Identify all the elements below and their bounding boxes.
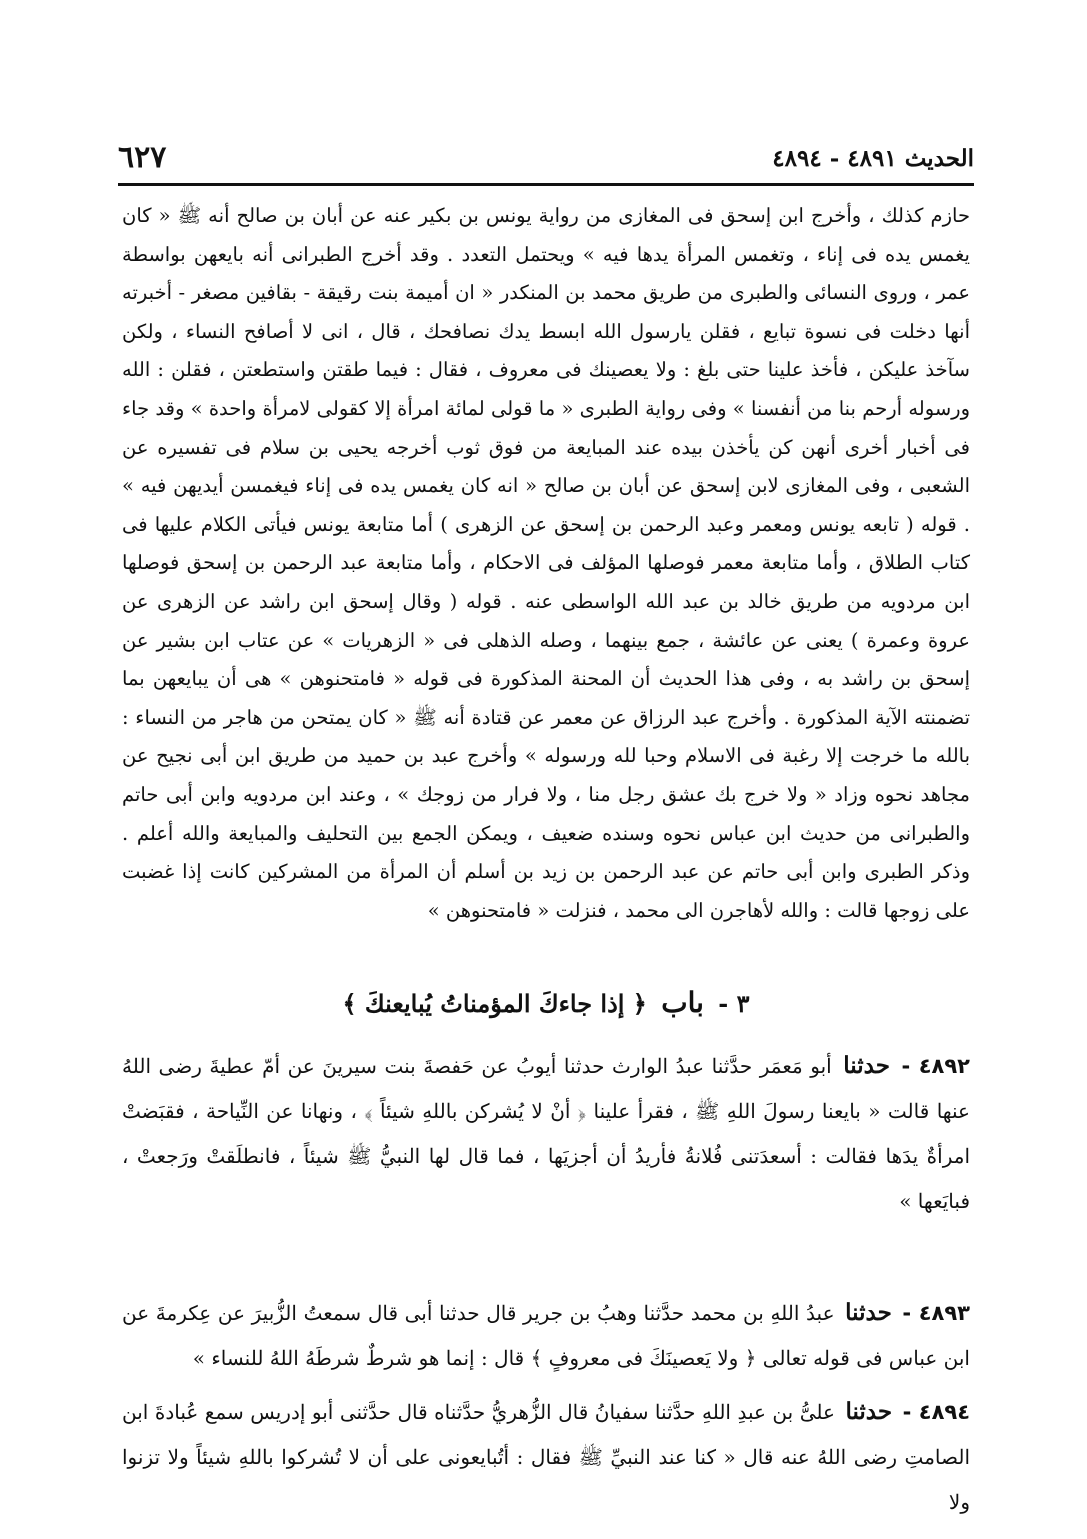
hadith-entry [122,1290,970,1381]
page-header [118,138,974,182]
hadith-text: أبو مَعمَر حدَّثنا عبدُ الوارث حدثنا أيوبُ عن حَفصةَ بنت سيرينَ عن أمّ عطيةَ رضى اللهُ عنها قالت « بايعنا رسولَ اللهِ ﷺ ، فقرأ علينا ﴿ أنْ لا يُشركن باللهِ شيئاً ﴾ ، ونهانا عن النِّياحة ، فقبَضتْ امرأةٌ يدَها فقالت : أسعدَتنى فُلانةُ فأريدُ أن أجزيَها ، فما قال لها النبيُّ ﷺ شيئاً ، فانطلَقتْ ورَجعتْ ، فبايَعها » [122,1054,970,1213]
commentary-block [122,197,970,930]
hadith-text: عبدُ اللهِ بن محمد حدَّثنا وهبُ بن جرير قال حدثنا أبى قال سمعتُ الزُّبيرَ عن عِكرمةَ عن ابن عباس فى قوله تعالى ﴿ ولا يَعصينَكَ فى معروفٍ ﴾ قال : إنما هو شرطٌ شرطَهُ اللهُ للنساء » [122,1301,970,1370]
hadith-number: ٤٨٩٢ - [901,1054,971,1078]
hadith-keyword: حدثنا [845,1299,892,1326]
hadith-entry [122,1043,970,1224]
hadith-keyword: حدثنا [843,1052,890,1079]
chapter-title: ﴿ إذا جاءكَ المؤمناتُ يُبايعنكَ ﴾ [342,989,647,1018]
chapter-heading [118,983,974,1024]
chapter-label: باب [661,986,704,1019]
chapter-number: ٣ - [718,989,750,1018]
running-title: الحديث ٤٨٩١ - ٤٨٩٤ [772,145,974,172]
hadith-number: ٤٨٩٣ - [902,1301,970,1325]
hadith-number: ٤٨٩٤ - [902,1400,971,1424]
hadith-keyword: حدثنا [845,1398,893,1425]
page-number: ٦٢٧ [118,140,167,175]
hadith-entry [122,1389,970,1525]
commentary-text: حازم كذلك ، وأخرج ابن إسحق فى المغازى من رواية يونس بن بكير عنه عن أبان بن صالح أنه ﷺ « كان يغمس يده فى إناء ، وتغمس المرأة يدها فيه » ويحتمل التعدد . وقد أخرج الطبرانى أنه بايعهن بواسطة عمر ، وروى النسائى والطبرى من طريق محمد بن المنكدر « ان أميمة بنت رقيقة - بقافين مصغر - أخبرته أنها دخلت فى نسوة تبايع ، فقلن يارسول الله ابسط يدك نصافحك ، قال ، انى لا أصافح النساء ، ولكن سآخذ عليكن ، فأخذ علينا حتى بلغ : ولا يعصينك فى معروف ، فقال : فيما طقتن واستطعتن ، فقلن : الله ورسوله أرحم بنا من أنفسنا » وفى رواية الطبرى « ما قولى لمائة امرأة إلا كقولى لامرأة واحدة » وقد جاء فى أخبار أخرى أنهن كن يأخذن بيده عند المبايعة من فوق ثوب أخرجه يحيى بن سلام فى تفسيره عن الشعبى ، وفى المغازى لابن إسحق عن أبان بن صالح « انه كان يغمس يده فى إناء فيغمسن أيديهن فيه » . قوله ( تابعه يونس ومعمر وعبد الرحمن بن إسحق عن الزهرى ) أما متابعة يونس فيأتى الكلام عليها فى كتاب الطلاق ، وأما متابعة معمر فوصلها المؤلف فى الاحكام ، وأما متابعة عبد الرحمن بن إسحق فوصلها ابن مردويه من طريق خالد بن عبد الله الواسطى عنه . قوله ( وقال إسحق ابن راشد عن الزهرى عن عروة وعمرة ) يعنى عن عائشة ، جمع بينهما ، وصله الذهلى فى « الزهريات » عن عتاب ابن بشير عن إسحق بن راشد به ، وفى هذا الحديث أن المحنة المذكورة فى قوله « فامتحنوهن » هى أن يبايعهن بما تضمنته الآية المذكورة . وأخرج عبد الرزاق عن معمر عن قتادة أنه ﷺ « كان يمتحن من هاجر من النساء : بالله ما خرجت إلا رغبة فى الاسلام وحبا لله ورسوله » وأخرج عبد بن حميد من طريق ابن أبى نجيح عن مجاهد نحوه وزاد « ولا خرج بك عشق رجل منا ، ولا فرار من زوجك » ، وعند ابن مردويه وابن أبى حاتم والطبرانى من حديث ابن عباس نحوه وسنده ضعيف ، ويمكن الجمع بين التحليف والمبايعة والله أعلم . وذكر الطبرى وابن أبى حاتم عن عبد الرحمن بن زيد بن أسلم أن المرأة من المشركين كانت إذا غضبت على زوجها قالت : والله لأهاجرن الى محمد ، فنزلت « فامتحنوهن » [122,204,970,922]
header-rule [118,183,974,186]
hadith-text: علىُّ بن عبدِ اللهِ حدَّثنا سفيانُ قال الزُّهريُّ حدَّثناه قال حدَّثنى أبو إدريس سمع عُبادةَ ابن الصامتِ رضى اللهُ عنه قال « كنا عند النبيِّ ﷺ فقال : أتُبايعونى على أن لا تُشركوا باللهِ شيئاً ولا تزنوا ولا [122,1400,970,1514]
